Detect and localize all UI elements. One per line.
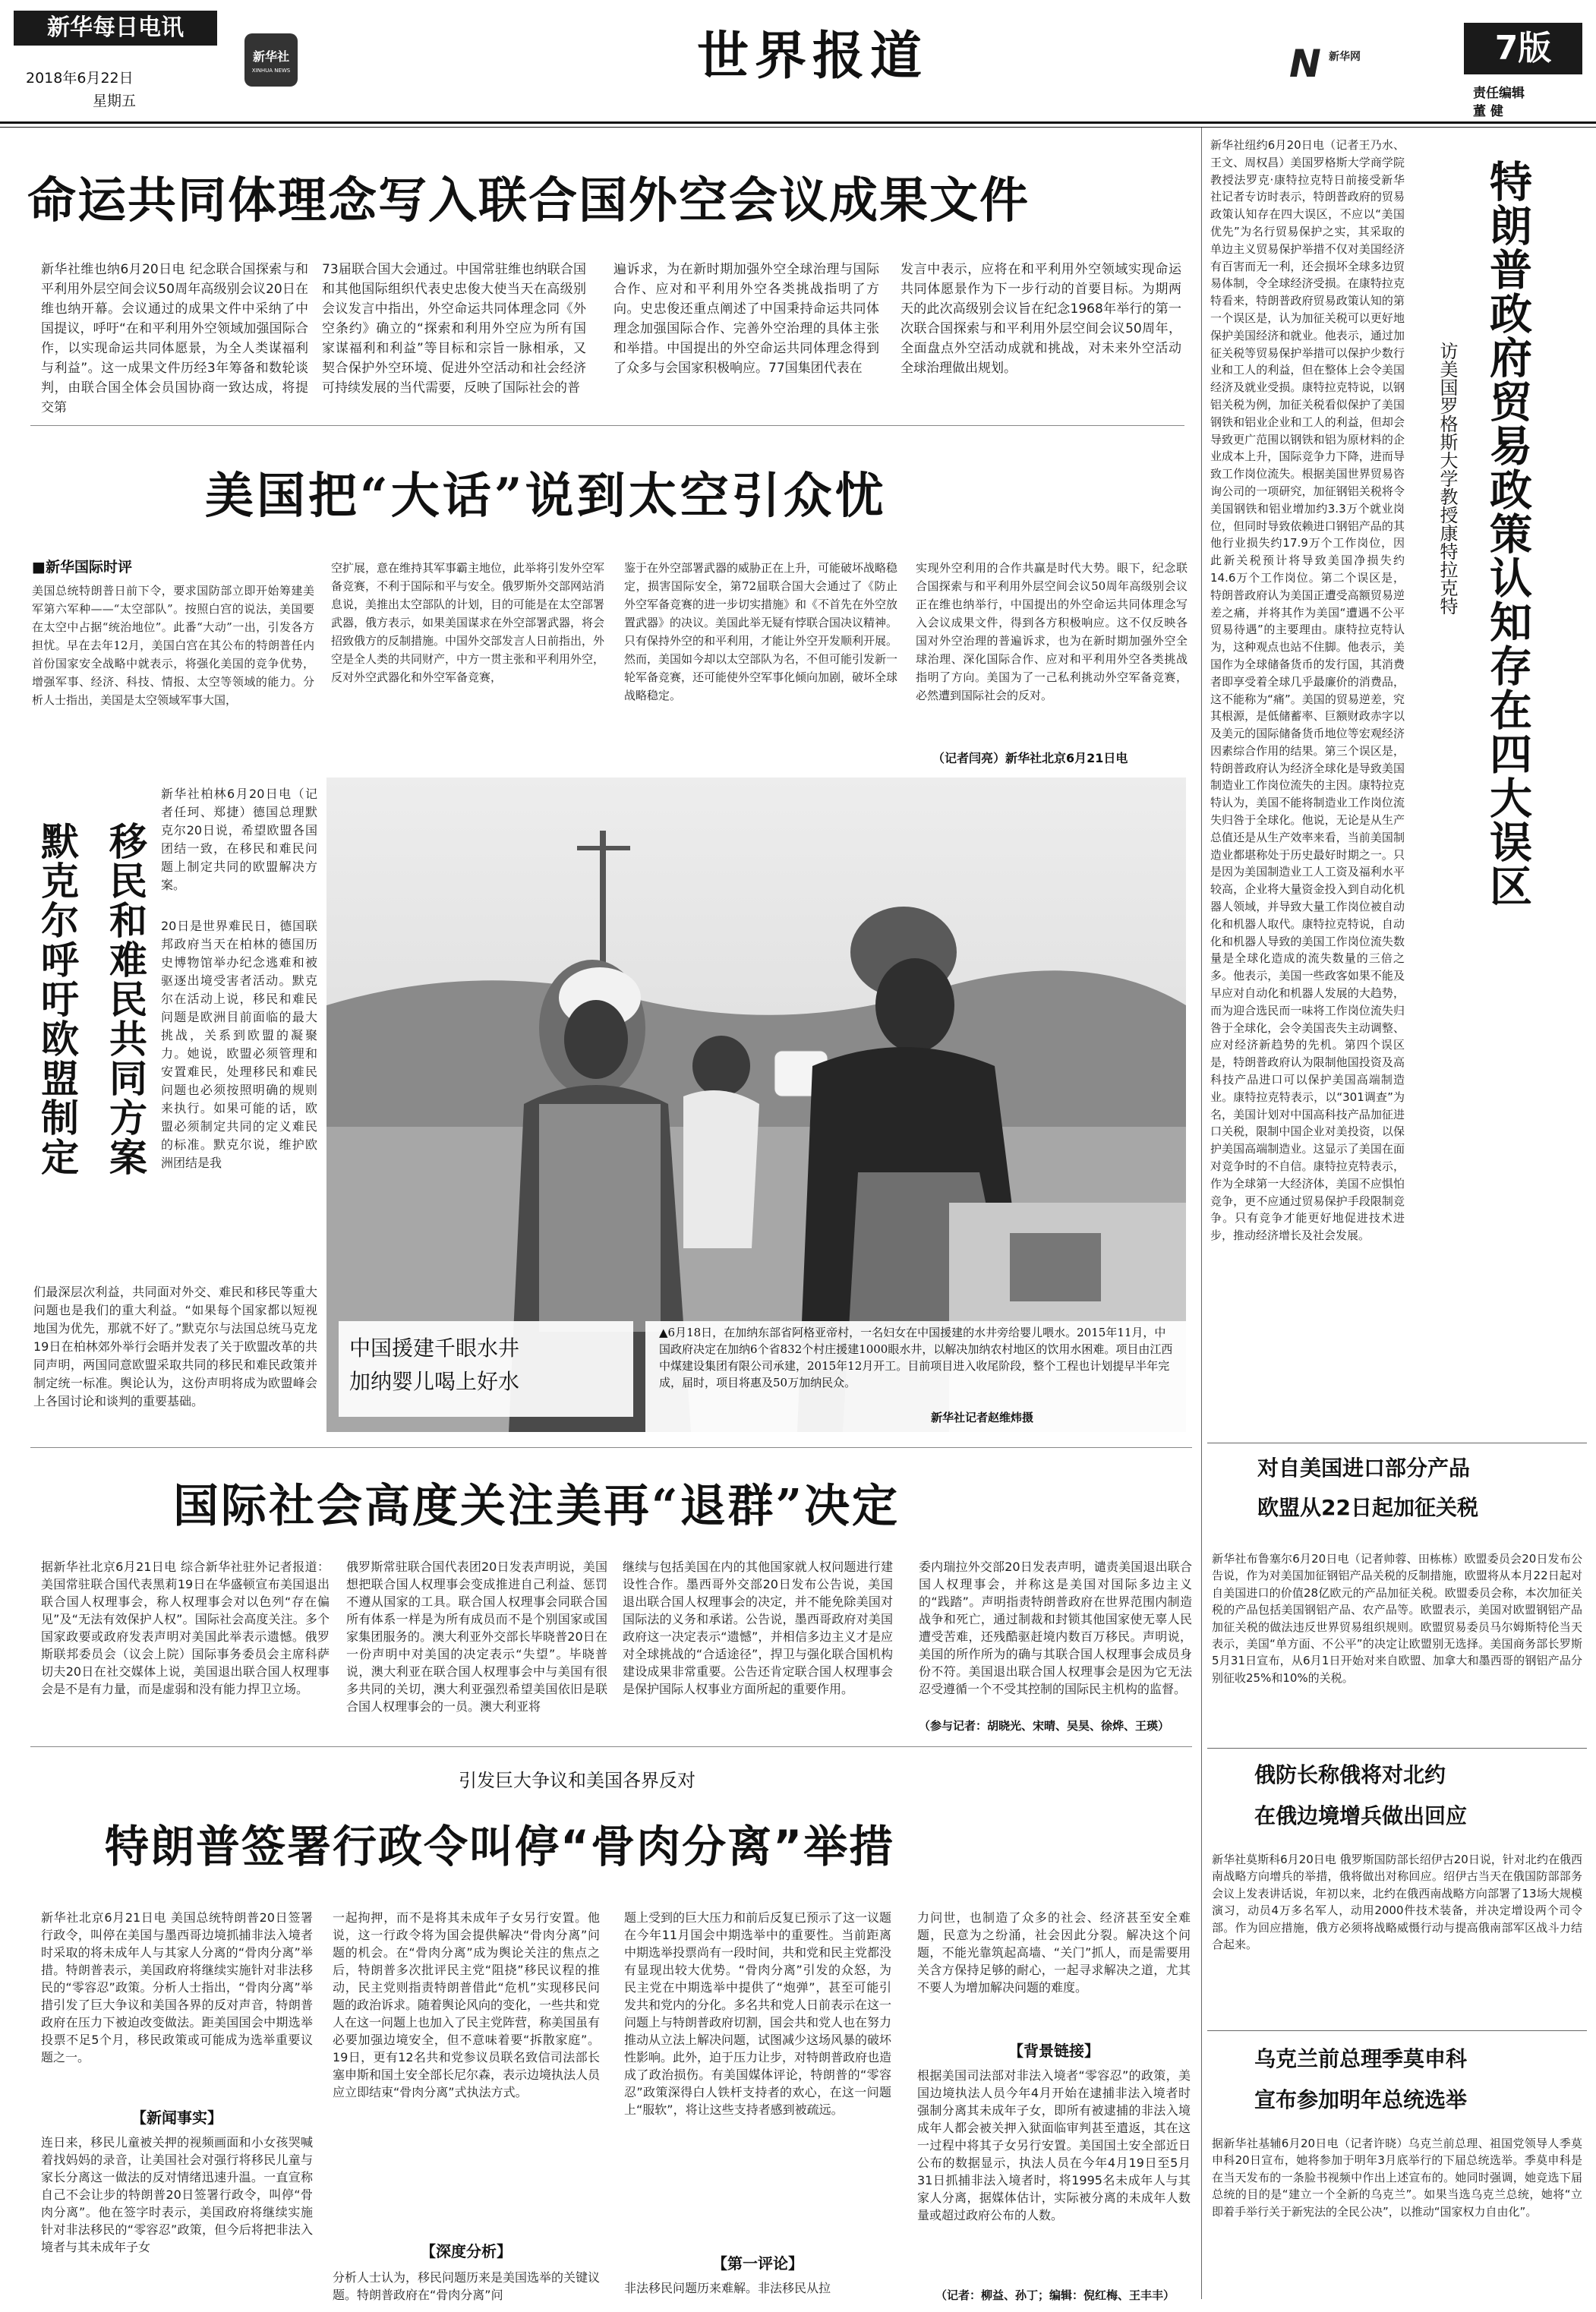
eu-body: 新华社布鲁塞尔6月20日电（记者帅蓉、田栋栋）欧盟委员会20日发布公告说，作为对美国加征钢铝产品关税的反制措施，欧盟将从本月22日起对自美国进口的价值28亿欧元的产品加征关税。欧盟委员会称，本次加征关税的产品包括美国钢铝产品、农产品等。欧盟表示，美国对欧盟钢铝产品加征关税的做法违反世界贸易组织规则。欧盟贸易委员马尔姆斯特伦当天表示，美国“单方面、不公平”的决定让欧盟别无选择。美国商务部长罗斯5月31日宣布，从6月1日开始对来自欧盟、加拿大和墨西哥的钢铝产品分别征收25%和10%的关税。 xyxy=(1212,1552,1582,1685)
eu-headline-2: 欧盟从22日起加征关税 xyxy=(1257,1495,1478,1520)
lead-col-2: 73届联合国大会通过。中国常驻维也纳联合国和其他国际组织代表史忠俊大使当天在高级别会议发言中指出，外空命运共同体理念同《外空条约》确立的“探索和利用外空应为所有国家谋福利和利益”等目标和宗旨一脉相承，又契合保护外空环境、促进外空活动和社会经济可持续发展的当代需要，反映了国际社会的普 xyxy=(322,262,586,396)
separation-col-1b: 连日来，移民儿童被关押的视频画面和小女孩哭喊着找妈妈的录音，让美国社会对强行将移民儿童与家长分离这一做法的反对情绪迅速升温。一直宣称自己不会让步的特朗普20日签署行政令，叫停“骨肉分离”。他在签字时表示，美国政府将继续实施针对非法移民的“零容忍”政策，但今后将把非法入境者与其未成年子女 xyxy=(41,2135,313,2254)
space-headline: 美国把“大话”说到太空引众忧 xyxy=(205,468,887,525)
space-col-4: 实现外空利用的合作共赢是时代大势。眼下，纪念联合国探索与和平利用外层空间会议50周年高级别会议正在维也纳举行，中国提出的外空命运共同体理念写入会议成果文件，得到各方积极响应。这不仅反映各国对外空治理的普遍诉求，也为在新时期加强外空全球治理、深化国际合作、应对和平利用外空各类挑战指明了方向。美国为了一己私利挑动外空军备竞赛，必然遭到国际社会的反对。 xyxy=(916,561,1188,702)
ukraine-headline-2: 宣布参加明年总统选举 xyxy=(1254,2087,1468,2112)
withdraw-col-3: 继续与包括美国在内的其他国家就人权问题进行建设性合作。墨西哥外交部20日发布公告说，美国退出联合国人权理事会的决定，并不能免除美国对国际法的义务和承诺。公告说，墨西哥政府对美国政府这一决定表示“遗憾”，并相信多边主义才是应对全球挑战的“合适途径”，捍卫与强化联合国机构建设成果非常重要。公告还肯定联合国人权理事会是保护国际人权事业方面所起的重要作用。 xyxy=(623,1560,893,1696)
withdraw-col-1: 据新华社北京6月21日电 综合新华社驻外记者报道：美国常驻联合国代表黑莉19日在华盛顿宣布美国退出联合国人权理事会，称人权理事会对以色列“存在偏见”及“无法有效保护人权”。国际社会高度关注。多个国家政要或政府发表声明对美国此举表示遗憾。俄罗斯联邦委员会（议会上院）国际事务委员会主席科萨切夫20日在社交媒体上说，美国退出联合国人权理事会是不是有力量，而是虚弱和没有能力捍卫立场。 xyxy=(41,1560,330,1696)
separation-col-3: 题上受到的巨大压力和前后反复已预示了这一议题在今年11月国会中期选举中的重要性。当前距离中期选举投票尚有一段时间，共和党和民主党都没有显现出较大优势。“骨肉分离”引发的众怒，为民主党在中期选举中提供了“炮弹”，甚至可能引发共和党内的分化。多名共和党人日前表示在这一问题上与特朗普政府切割，国会共和党人也在努力推动从立法上解决问题，试图减少这场风暴的破坏性影响。此外，迫于压力让步，对特朗普政府也造成了政治损伤。有美国媒体评论，特朗普的“零容忍”政策深得白人铁杆支持者的欢心，在这一问题上“服软”，将让这些支持者感到被疏远。 xyxy=(624,1910,891,2117)
photo-caption: ▲6月18日，在加纳东部省阿格亚帝村，一名妇女在中国援建的水井旁给婴儿喂水。2015年11月，中国政府决定在加纳6个省832个村庄援建1000眼水井，以解决加纳农村地区的饮用水困难。项目由江西中煤建设集团有限公司承建，2015年12月开工。目前项目进入收尾阶段，整个工程也计划提早半年完成，届时，项目将惠及50万加纳民众。 xyxy=(659,1326,1173,1389)
editor-name: 董 健 xyxy=(1473,104,1503,119)
separation-col-2: 一起拘押，而不是将其未成年子女另行安置。他说，这一行政令将为国会提供解决“骨肉分离”问题的机会。在“骨肉分离”成为舆论关注的焦点之后，特朗普多次批评民主党“阻挠”移民议程的推动，民主党则指责特朗普借此“危机”实现移民问题的政治诉求。随着舆论风向的变化，一些共和党人在这一问题上也加入了民主党阵营，称美国虽有必要加强边境安全，但不意味着要“拆散家庭”。19日，更有12名共和党参议员联名致信司法部长塞申斯和国土安全部长尼尔森，表示边境执法人员应立即结束“骨肉分离”式执法方式。 xyxy=(333,1910,600,2099)
xinhua-logo-text: 新华社 xyxy=(252,49,289,64)
space-col-1: 美国总统特朗普日前下令，要求国防部立即开始筹建美军第六军种——“太空部队”。按照白宫的说法，美国要在太空中占据“统治地位”。此番“大动”一出，引发各方担忧。早在去年12月，美国白宫在其公布的特朗普任内首份国家安全战略中就表示，将强化美国的竞争优势，增强军事、经济、科技、情报、太空等领域的能力。分析人士指出，美国是太空领域军事大国， xyxy=(32,584,314,707)
xinhuanet-n-icon: N xyxy=(1289,42,1321,86)
page-number: 7版 xyxy=(1494,29,1552,68)
eu-headline-1: 对自美国进口部分产品 xyxy=(1257,1456,1471,1481)
lead-bottom-rule xyxy=(30,425,1184,426)
space-col-2: 空扩展，意在维持其军事霸主地位，此举将引发外空军备竞赛，不利于国际和平与安全。俄罗斯外交部网站消息说，美推出太空部队的计划，目的可能是在太空部署武器，俄方表示，如果美国谋求在外空部署武器，将会招致俄方的反制措施。中国外交部发言人日前指出，外空是全人类的共同财产，中方一贯主张和平利用外空，反对外空武器化和外空军备竞赛， xyxy=(331,561,604,684)
photo-caption-left-2: 加纳婴儿喝上好水 xyxy=(349,1369,520,1394)
separation-col-2b: 分析人士认为，移民问题历来是美国选举的关键议题。特朗普政府在“骨肉分离”问 xyxy=(333,2270,600,2302)
withdraw-headline: 国际社会高度关注美再“退群”决定 xyxy=(173,1480,901,1533)
ukraine-headline-1: 乌克兰前总理季莫申科 xyxy=(1254,2046,1468,2071)
lead-headline: 命运共同体理念写入联合国外空会议成果文件 xyxy=(27,173,1030,229)
lead-col-3: 遍诉求，为在新时期加强外空全球治理与国际合作、应对和平利用外空各类挑战指明了方向。史忠俊还重点阐述了中国秉持命运共同体理念加强国际合作、完善外空治理的具体主张和举措。中国提出的外空命运共同体理念得到了众多与会国家积极响应。77国集团代表在 xyxy=(613,262,879,376)
refugee-body-2: 们最深层次利益，共同面对外交、难民和移民等重大问题也是我们的重大利益。“如果每个国家都以短视地国为优先，那就不好了。”默克尔与法国总统马克龙19日在柏林郊外举行会晤并发表了关于欧盟改革的共同声明，两国同意欧盟采取共同的移民和难民政策并制定统一标准。舆论认为，这份声明将成为欧盟峰会上各国讨论和谈判的重要基础。 xyxy=(33,1285,317,1408)
space-tag: ■新华国际时评 xyxy=(32,559,132,576)
right-column-divider xyxy=(1201,128,1202,2299)
xinhuanet-logo xyxy=(1289,43,1365,85)
xinhuanet-logo-text: 新华网 xyxy=(1329,51,1361,63)
russia-headline-1: 俄防长称俄将对北约 xyxy=(1254,1762,1446,1787)
separation-headline: 特朗普签署行政令叫停“骨肉分离”举措 xyxy=(105,1821,895,1872)
photo-credit: 新华社记者赵维炜摄 xyxy=(931,1411,1034,1424)
refugee-title-col-2: 默克尔呼吁欧盟制定 xyxy=(35,822,79,1177)
trade-body: 新华社纽约6月20日电（记者王乃水、王文、周权昌）美国罗格斯大学商学院教授法罗克·康特拉克特日前接受新华社记者专访时表示，特朗普政府的贸易政策认知存在四大误区，不应以“美国优先”为名行贸易保护之实，其采取的单边主义贸易保护举措不仅对美国经济有百害而无一利，还会损坏全球多边贸易体制，令全球经济受损。在康特拉克特看来，特朗普政府贸易政策认知的第一个误区是，认为加征关税可以更好地保护美国经济和就业。他表示，通过加征关税等贸易保护举措可以保护少数行业和工人的利益，但在整体上会令美国经济及就业受损。康特拉克特说，以钢铝关税为例，加征关税看似保护了美国钢铁和铝业企业和工人的利益，但却会导致更广范围以钢铁和铝为原材料的企业成本上升，国际竞争力下降，进而导致工作岗位流失。根据美国世界贸易咨询公司的一项研究，加征钢铝关税将令美国钢铁和铝业增加约3.3万个就业岗位，但同时导致依赖进口钢铝产品的其他行业损失约17.9万个工作岗位，因此新关税预计将导致美国净损失约14.6万个工作岗位。第二个误区是，特朗普政府认为美国正遭受高额贸易逆差之痛，并将其作为美国“遭遇不公平贸易待遇”的主要理由。康特拉克特认为，这种观点也站不住脚。他表示，美国作为全球储备货币的发行国，其消费者即享受着全球几乎最廉价的消费品，这不能称为“痛”。美国的贸易逆差，究其根源，是低储蓄率、巨额财政赤字以及美元的国际储备货币地位等宏观经济因素综合作用的结果。第三个误区是，特朗普政府认为经济全球化是导致美国制造业工作岗位流失的主因。康特拉克特认为，美国不能将制造业工作岗位流失归咎于全球化。他说，无论是从生产总值还是从生产效率来看，当前美国制造业都堪称处于历史最好时期之一。只是因为美国制造业工人工资及福利水平较高，企业将大量资金投入到自动化机器人领域，并导致大量工作岗位被自动化和机器人取代。康特拉克特说，自动化和机器人导致的美国工作岗位流失数量是全球化造成的流失数量的三倍之多。他表示，美国一些政客如果不能及早应对自动化和机器人发展的大趋势，而为迎合选民而一味将工作岗位流失归咎于全球化，会令美国丧失主动调整、应对经济新趋势的先机。第四个误区是，特朗普政府认为限制他国投资及高科技产品进口可以保护美国高端制造业。康特拉克特表示，以“301调查”为名，美国计划对中国高科技产品加征进口关税，限制中国企业对美投资，以保护美国高端制造业。这显示了美国在面对竞争时的不自信。康特拉克特表示，作为全球第一大经济体，美国不应惧怕竞争，更不应通过贸易保护手段限制竞争。只有竞争才能更好地促进技术进步，推动经济增长及社会发展。 xyxy=(1210,138,1405,1243)
refugee-body-1: 20日是世界难民日，德国联邦政府当天在柏林的德国历史博物馆举办纪念逃难和被驱逐出境受害者活动。默克尔在活动上说，移民和难民问题是欧洲目前面临的最大挑战，关系到欧盟的凝聚力。她说，欧盟必须管理和安置难民，处理移民和难民问题也必须按照明确的规则来执行。如果可能的话，欧盟必须制定共同的定义难民的标准。默克尔说，维护欧洲团结是我 xyxy=(161,919,317,1170)
photo-caption-left-1: 中国援建千眼水井 xyxy=(349,1336,520,1361)
eu-bottom-rule xyxy=(1207,1748,1587,1749)
separation-byline: （记者：柳益、孙丁；编辑：倪红梅、王丰丰） xyxy=(935,2288,1175,2302)
separation-col-1: 新华社北京6月21日电 美国总统特朗普20日签署行政令，叫停在美国与墨西哥边境抓捕非法入境者时采取的将未成年人与其家人分离的“骨肉分离”举措。特朗普表示，美国政府将继续实施针对非法移民的“零容忍”政策。分析人士指出，“骨肉分离”举措引发了巨大争议和美国各界的反对声音，特朗普政府在压力下被迫改变做法。距美国国会中期选举投票不足5个月，移民政策或可能成为选举重要议题之一。 xyxy=(41,1910,313,2064)
russia-body: 新华社莫斯科6月20日电 俄罗斯国防部长绍伊古20日说，针对北约在俄西南战略方向增兵的举措，俄将做出对称回应。绍伊古当天在俄国防部部务会议上发表讲话说，年初以来，北约在俄西南战略方向部署了13场大规模演习，动员4万多名军人，动用2000件技术装备，并决定增设两个司令部。作为回应措施，俄方必须将战略威慑行动与提高俄南部军区战斗力结合起来。 xyxy=(1212,1853,1582,1952)
refugee-dateline: 新华社柏林6月20日电（记者任珂、郑捷）德国总理默克尔20日说，希望欧盟各国团结一致，在移民和难民问题上制定共同的欧盟解决方案。 xyxy=(161,787,317,892)
withdraw-top-rule xyxy=(30,1447,1192,1448)
masthead-paper: 新华每日电讯 xyxy=(47,14,184,41)
masthead-weekday: 星期五 xyxy=(93,93,137,109)
separation-sub-3: 【第一评论】 xyxy=(712,2254,803,2273)
separation-col-4b: 根据美国司法部对非法入境者“零容忍”的政策，美国边境执法人员今年4月开始在逮捕非法入境者时强制分离其未成年子女，即所有被逮捕的非法入境成年人都会被关押入狱面临审判甚至遣返，其在这一过程中将其子女另行安置。美国国土安全部近日公布的数据显示，执法人员在今年4月19日至5月31日抓捕非法入境者时，将1995名未成年人与其家人分离，据媒体估计，实际被分离的未成年人数量或超过政府公布的人数。 xyxy=(917,2068,1191,2222)
trade-headline: 特朗普政府贸易政策认知存在四大误区 xyxy=(1483,159,1532,908)
separation-kicker: 引发巨大争议和美国各界反对 xyxy=(459,1770,695,1791)
separation-sub-2: 【深度分析】 xyxy=(421,2242,512,2260)
separation-col-3b: 非法移民问题历来难解。非法移民从拉 xyxy=(624,2281,831,2295)
russia-headline-2: 在俄边境增兵做出回应 xyxy=(1254,1803,1468,1828)
separation-sub-4: 【背景链接】 xyxy=(1008,2042,1099,2060)
space-byline: （记者闫亮）新华社北京6月21日电 xyxy=(932,751,1128,765)
editor-label: 责任编辑 xyxy=(1473,86,1525,101)
withdraw-byline: （参与记者：胡晓光、宋晴、吴昊、徐烨、王瑛） xyxy=(919,1719,1170,1733)
withdraw-col-2: 俄罗斯常驻联合国代表团20日发表声明说，美国想把联合国人权理事会变成推进自己利益、惩罚不遵从国家的工具。联合国人权理事会同联合国所有体系一样是为所有成员而不是个别国家或国家集团服务的。澳大利亚外交部长毕晓普20日在一份声明中对美国的决定表示“失望”。毕晓普说，澳大利亚在联合国人权理事会中与美国有很多共同的关切，澳大利亚强烈希望美国依旧是联合国人权理事会的一员。澳大利亚将 xyxy=(346,1560,607,1714)
masthead-rule-thin xyxy=(0,127,1596,128)
separation-sub-1: 【新闻事实】 xyxy=(131,2109,222,2127)
russia-bottom-rule xyxy=(1207,2030,1587,2031)
withdraw-bottom-rule xyxy=(30,1746,1192,1747)
ukraine-body: 据新华社基辅6月20日电（记者许晓）乌克兰前总理、祖国党领导人季莫申科20日宣布，她将参加于明年3月底举行的下届总统选举。季莫申科是在当天发布的一条脸书视频中作出上述宣布的。她同时强调，她竞选下届总统的目的是“建立一个全新的乌克兰”。如果当选乌克兰总统，她将“立即着手举行关于新宪法的全民公决”，以推动“国家权力自由化”。 xyxy=(1212,2137,1582,2219)
lead-col-4: 发言中表示，应将在和平利用外空领域实现命运共同体愿景作为下一步行动的首要目标。为期两天的此次高级别会议旨在纪念1968年举行的第一次联合国探索与和平利用外层空间会议50周年，全面盘点外空活动成就和挑战，对未来外空活动全球治理做出规划。 xyxy=(901,262,1181,376)
trade-subhead: 访美国罗格斯大学教授康特拉克特 xyxy=(1437,342,1458,615)
lead-col-1: 新华社维也纳6月20日电 纪念联合国探索与和平利用外层空间会议50周年高级别会议20日在维也纳开幕。会议通过的成果文件中采纳了中国提议，呼吁“在和平利用外空领域加强国际合作，以实现命运共同体愿景，为全人类谋福利与利益”。这一成果文件历经3年筹备和数轮谈判，由联合国全体会员国协商一致达成，将提交第 xyxy=(41,262,308,415)
xinhua-logo-sub: XINHUA NEWS xyxy=(251,68,291,74)
separation-col-4: 力问世，也制造了众多的社会、经济甚至安全难题，民意为之纷涌，社会因此分裂。解决这个问题，不能光靠筑起高墙、“关门”抓人，而是需要用关含方保持足够的耐心，一起寻求解决之道，尤其不要人为增加解决问题的难度。 xyxy=(917,1910,1191,1995)
withdraw-col-4: 委内瑞拉外交部20日发表声明，谴责美国退出联合国人权理事会，并称这是美国对国际多边主义的“践踏”。声明指责特朗普政府在世界范围内制造战争和死亡，通过制裁和封锁其他国家使无辜人民遭受苦难，还残酷驱赶境内数百万移民。声明说，美国的所作所为的确与其联合国人权理事会成员身份不符。美国退出联合国人权理事会是因为它无法忍受遵循一个不受其控制的国际民主机构的监督。 xyxy=(919,1560,1192,1696)
xinhua-logo xyxy=(244,33,298,87)
space-col-3: 鉴于在外空部署武器的威胁正在上升，可能破坏战略稳定，损害国际安全，第72届联合国大会通过了《防止外空军备竞赛的进一步切实措施》和《不首先在外空放置武器》的决议。美国此举无疑有悖联合国决议精神。只有保持外空的和平利用，才能让外空开发顺利开展。然而，美国如今却以太空部队为名，不但可能引发新一轮军备竞赛，还可能使外空军事化倾向加剧，破坏全球战略稳定。 xyxy=(624,561,897,702)
masthead-rule xyxy=(0,121,1596,124)
refugee-title-col-1: 移民和难民共同方案 xyxy=(103,822,147,1177)
section-title: 世界报道 xyxy=(696,26,928,87)
masthead-date: 2018年6月22日 xyxy=(26,70,134,87)
